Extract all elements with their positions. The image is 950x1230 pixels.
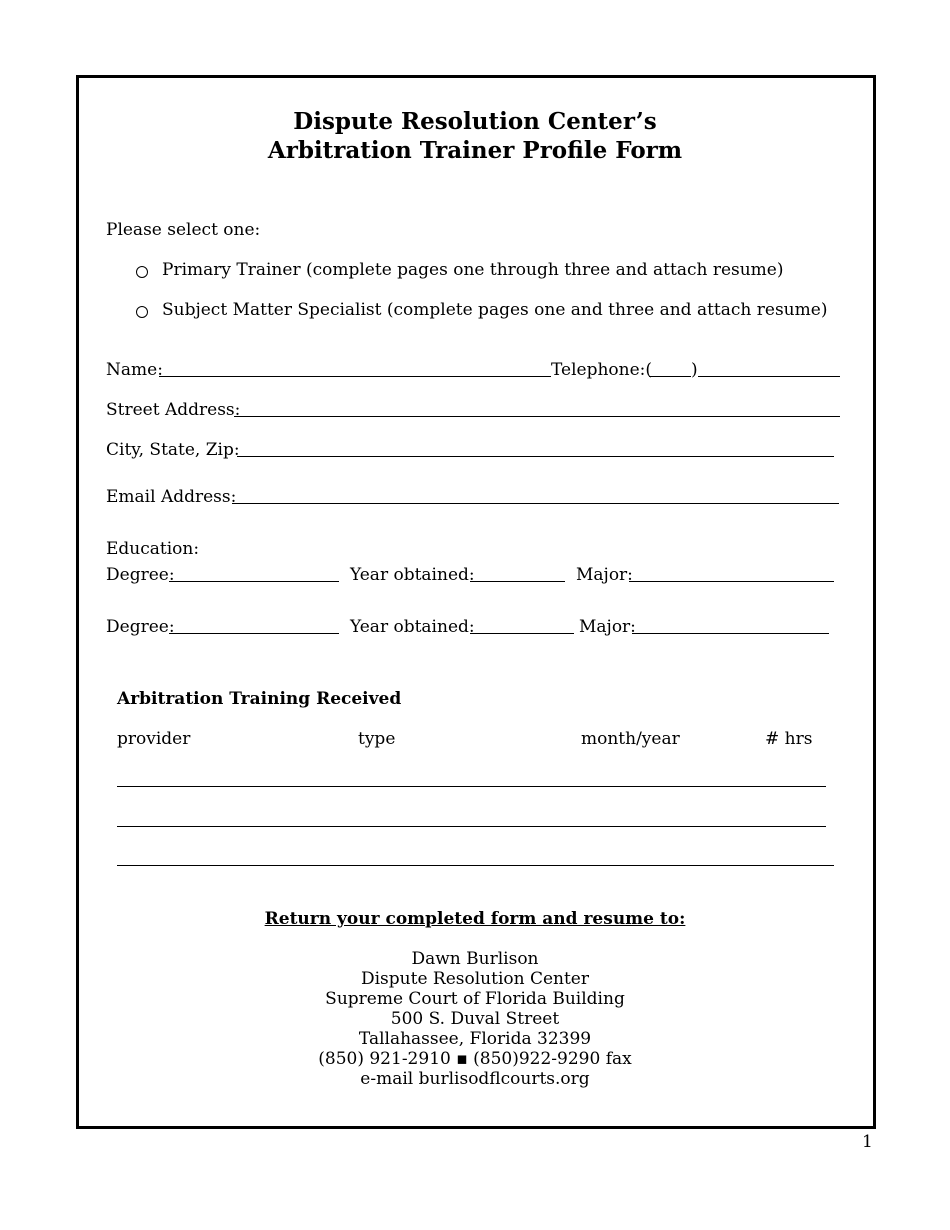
return-address-block [0,949,950,1089]
return-line-city: Tallahassee, Florida 32399 [358,1029,592,1049]
year-field-1[interactable] [470,581,565,582]
year-field-2[interactable] [470,633,574,634]
degree-field-2[interactable] [169,633,339,634]
education-heading: Education: [106,539,200,559]
telephone-area-code-field[interactable] [649,376,691,377]
degree-label-2: Degree: [106,617,175,637]
return-line-street: 500 S. Duval Street [390,1009,560,1029]
major-label-2: Major: [579,617,636,637]
street-label: Street Address: [106,400,241,420]
degree-label-1: Degree: [106,565,175,585]
telephone-number-field[interactable] [698,376,840,377]
major-label-1: Major: [576,565,633,585]
option-subject-matter-specialist: Subject Matter Specialist (complete pages one and three and attach resume) [162,300,828,320]
name-label: Name: [106,360,163,380]
return-heading: Return your completed form and resume to: [264,909,686,929]
street-field[interactable] [234,416,840,417]
training-row-1[interactable] [117,786,826,787]
telephone-close-paren: ) [691,360,698,380]
page-number: 1 [862,1132,873,1152]
training-row-2[interactable] [117,826,826,827]
return-line-building: Supreme Court of Florida Building [325,989,625,1009]
city-label: City, State, Zip: [106,440,240,460]
column-provider: provider [117,729,191,749]
year-label-1: Year obtained: [350,565,475,585]
form-title-line-2: Arbitration Trainer Profile Form [267,137,683,164]
major-field-1[interactable] [629,581,834,582]
year-label-2: Year obtained: [350,617,475,637]
major-field-2[interactable] [632,633,829,634]
training-heading: Arbitration Training Received [117,689,402,709]
telephone-label: Telephone:( [551,360,653,380]
return-line-phone: (850) 921-2910 ▪ (850)922-9290 fax [318,1049,632,1069]
return-line-name: Dawn Burlison [411,949,539,969]
select-prompt: Please select one: [106,220,261,240]
degree-field-1[interactable] [169,581,339,582]
form-title-line-1: Dispute Resolution Center’s [293,108,657,135]
return-line-org: Dispute Resolution Center [360,969,589,989]
training-row-3[interactable] [117,865,834,866]
radio-primary-trainer[interactable] [136,266,148,278]
column-hours: # hrs [765,729,813,749]
radio-subject-matter-specialist[interactable] [136,306,148,318]
return-line-email: e-mail burlisodflcourts.org [360,1069,590,1089]
column-type: type [358,729,396,749]
email-label: Email Address: [106,487,237,507]
email-field[interactable] [232,503,839,504]
name-field[interactable] [159,376,551,377]
column-month-year: month/year [581,729,680,749]
option-primary-trainer: Primary Trainer (complete pages one through three and attach resume) [162,260,784,280]
city-state-zip-field[interactable] [237,456,834,457]
